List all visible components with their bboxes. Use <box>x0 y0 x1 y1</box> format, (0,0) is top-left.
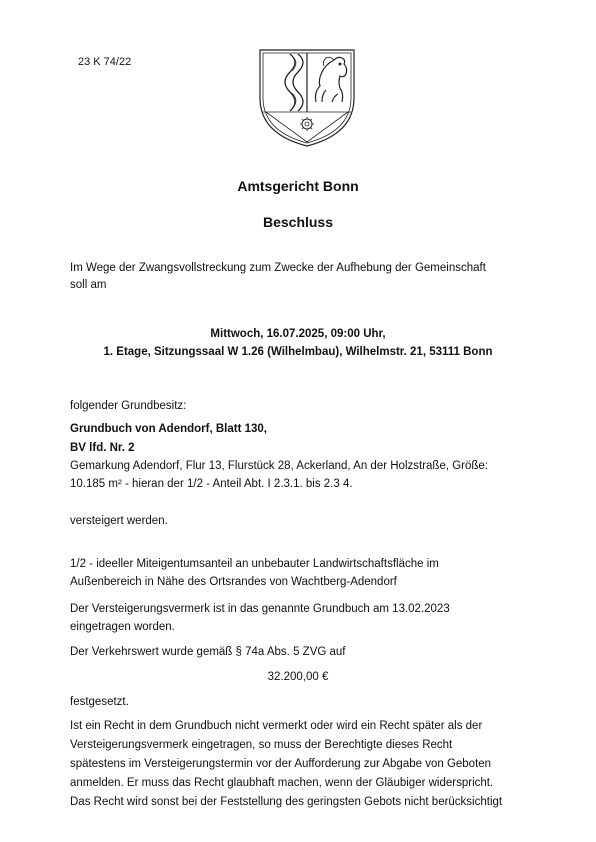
versteigert-text: versteigert werden. <box>70 515 168 527</box>
property-heading: folgender Grundbesitz: <box>70 400 187 412</box>
rights-line-5: Das Recht wird sonst bei der Feststellung des geringsten Gebots nicht berücksichtigt <box>70 796 503 808</box>
case-number: 23 K 74/22 <box>78 56 132 68</box>
document-type-title: Beschluss <box>262 214 334 230</box>
appointment-date-time: Mittwoch, 16.07.2025, 09:00 Uhr, <box>210 328 386 340</box>
vermerk-line-2: eingetragen worden. <box>70 621 175 633</box>
intro-line-2: soll am <box>70 279 107 291</box>
property-description-line-1: Gemarkung Adendorf, Flur 13, Flurstück 28, Ackerland, An der Holzstraße, Größe: <box>70 460 489 472</box>
appointment-location: 1. Etage, Sitzungssaal W 1.26 (Wilhelmbau), Wilhelmstr. 21, 53111 Bonn <box>103 346 493 358</box>
coat-of-arms-icon <box>252 46 362 150</box>
rights-line-4: anmelden. Er muss das Recht glaubhaft machen, wenn der Gläubiger widerspricht. <box>70 777 494 789</box>
description-line-1: 1/2 - ideeller Miteigentumsanteil an unbebauter Landwirtschaftsfläche im <box>70 558 439 570</box>
value-amount: 32.200,00 € <box>267 671 329 683</box>
property-description-line-2: 10.185 m² - hieran der 1/2 - Anteil Abt. I 2.3.1. bis 2.3 4. <box>70 478 353 490</box>
court-title: Amtsgericht Bonn <box>237 178 359 194</box>
rights-line-2: Versteigerungsvermerk eingetragen, so muss der Berechtigte dieses Recht <box>70 739 453 751</box>
intro-line-1: Im Wege der Zwangsvollstreckung zum Zwecke der Aufhebung der Gemeinschaft <box>70 262 486 274</box>
value-outro: festgesetzt. <box>70 696 129 708</box>
rights-line-1: Ist ein Recht in dem Grundbuch nicht vermerkt oder wird ein Recht später als der <box>70 720 483 732</box>
description-line-2: Außenbereich in Nähe des Ortsrandes von Wachtberg-Adendorf <box>70 576 397 588</box>
rights-line-3: spätestens im Versteigerungstermin vor der Aufforderung zur Abgabe von Geboten <box>70 758 492 770</box>
vermerk-line-1: Der Versteigerungsvermerk ist in das genannte Grundbuch am 13.02.2023 <box>70 603 450 615</box>
property-register: Grundbuch von Adendorf, Blatt 130, <box>70 423 267 435</box>
value-intro: Der Verkehrswert wurde gemäß § 74a Abs. 5 ZVG auf <box>70 646 346 658</box>
property-bv-number: BV lfd. Nr. 2 <box>70 442 135 454</box>
